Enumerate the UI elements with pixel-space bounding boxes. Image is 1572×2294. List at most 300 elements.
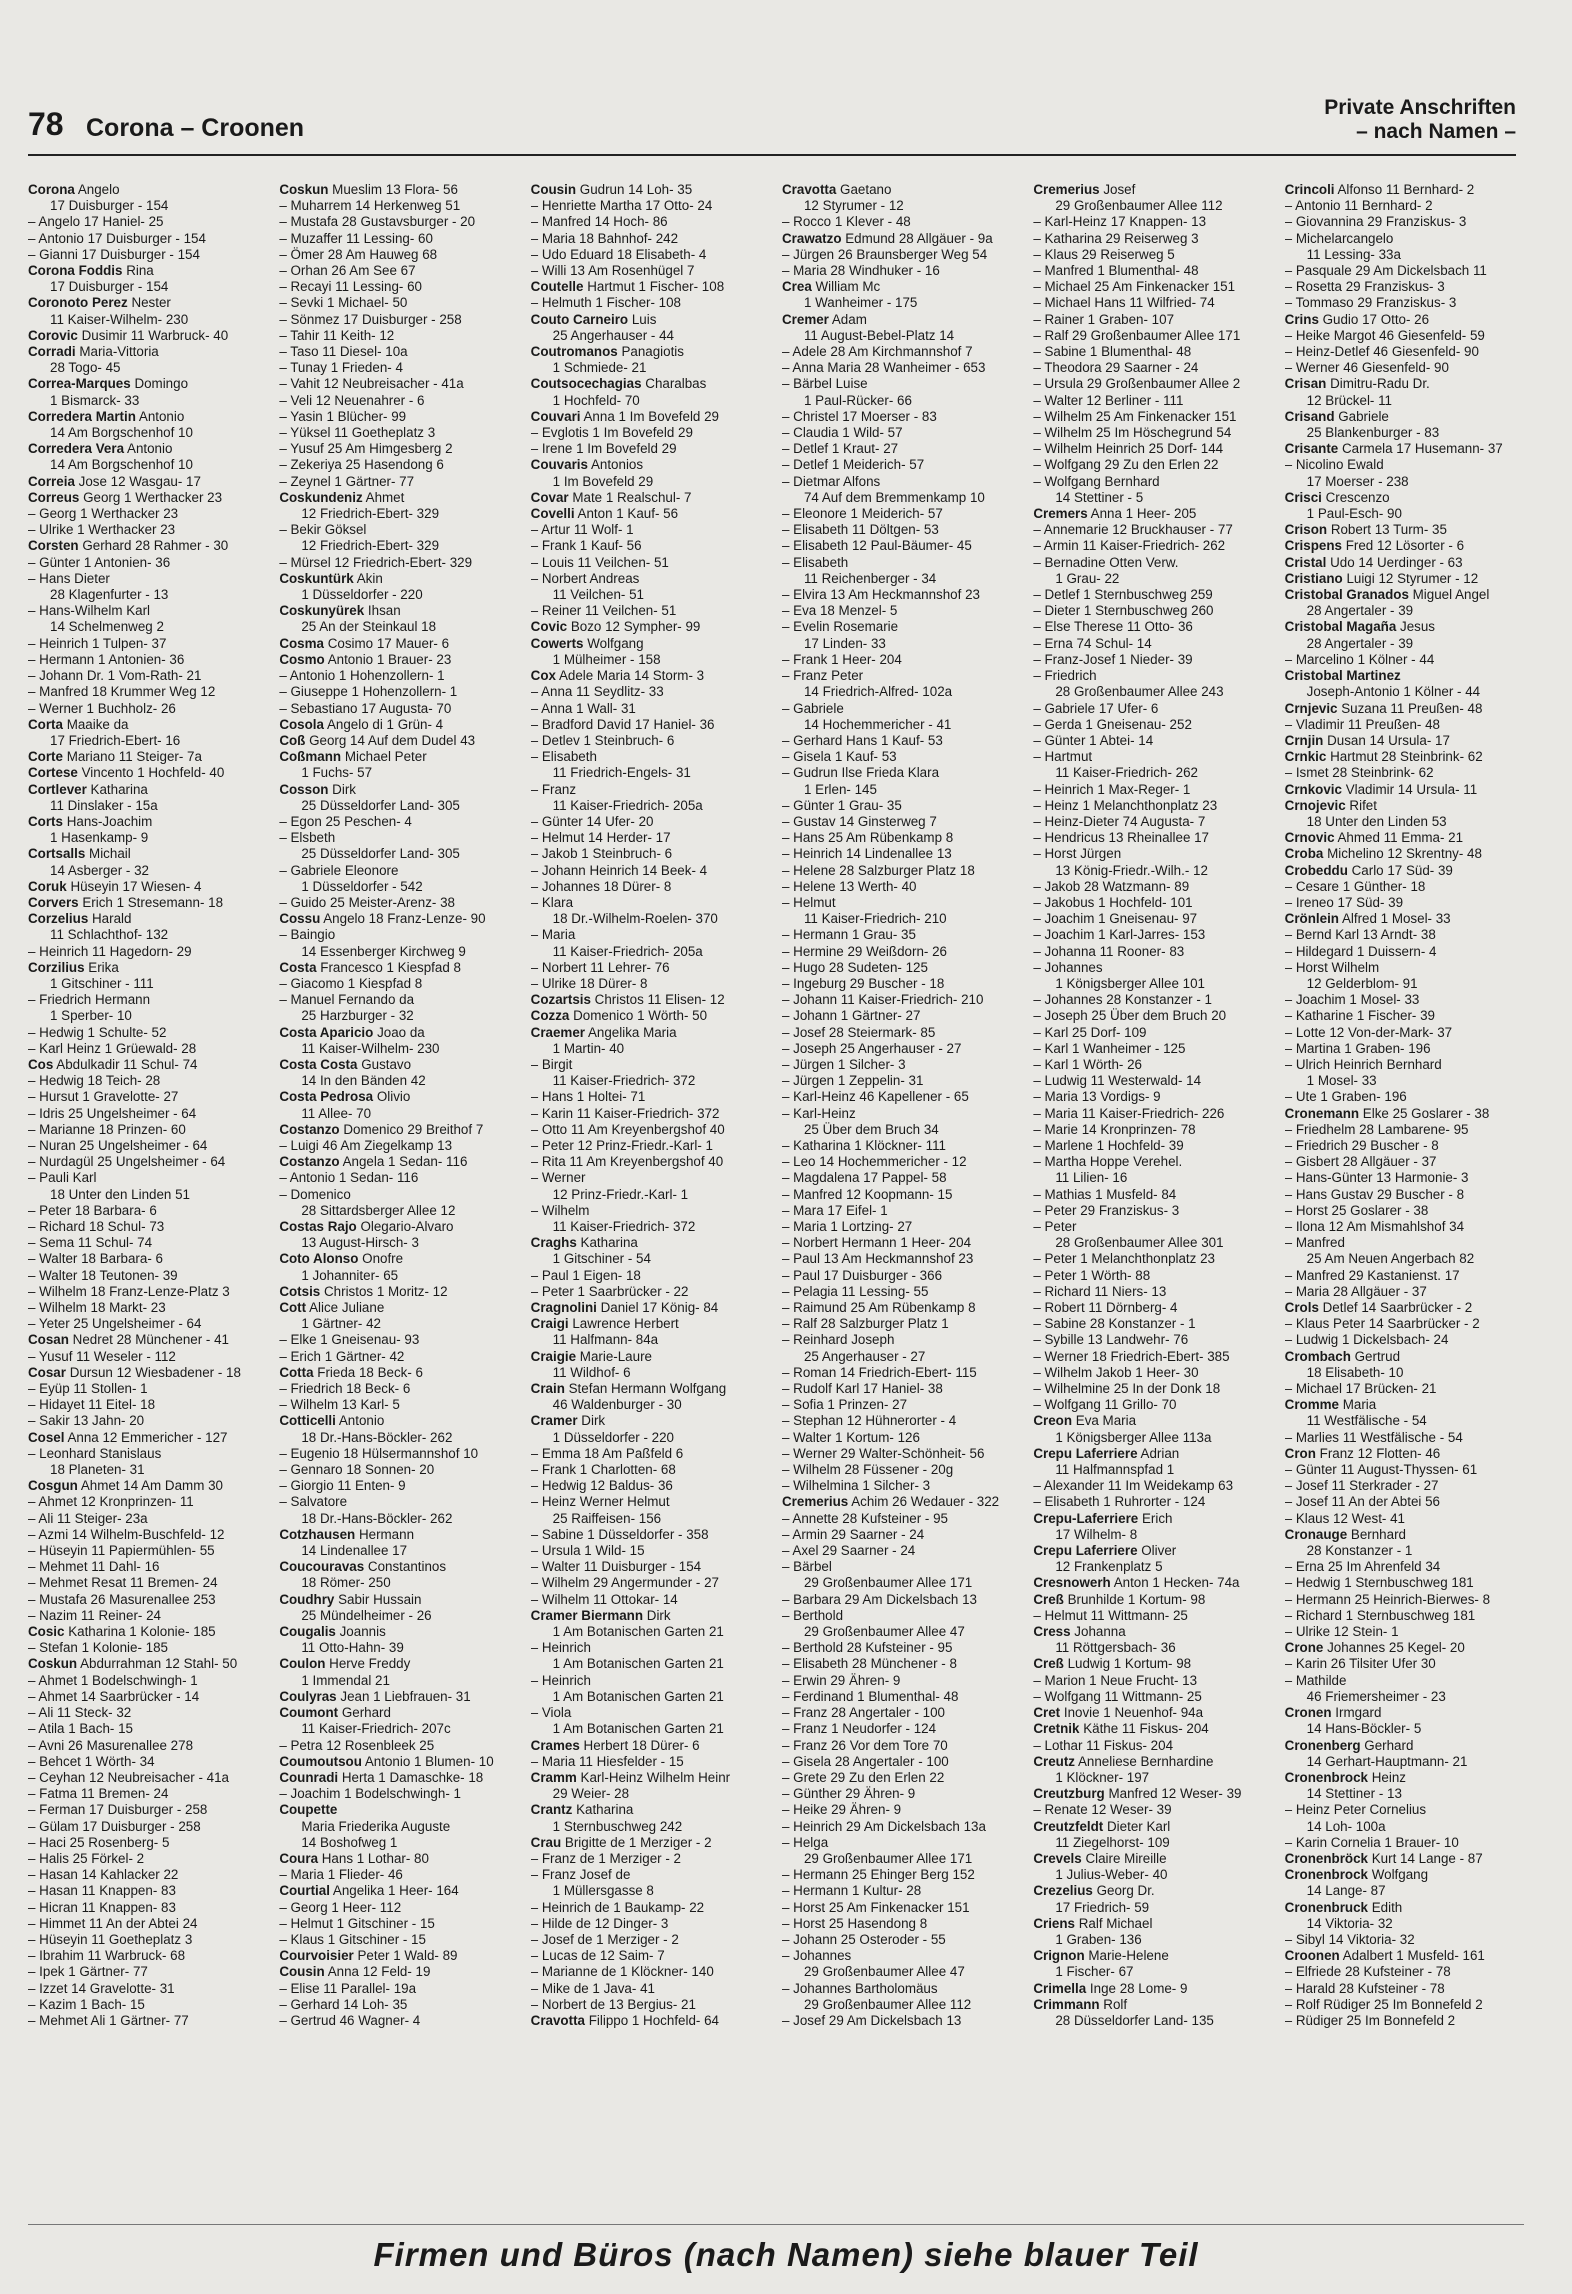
listing-entry xyxy=(28,717,267,733)
listing-entry xyxy=(279,1251,518,1267)
listing-detail: – Walter 18 Teutonen- 39 xyxy=(28,1267,178,1283)
listing-surname: Coutsocechagias xyxy=(530,376,642,392)
listing-detail: Gabriele xyxy=(1338,408,1389,424)
listing-detail: – Gudrun Ilse Frieda Klara xyxy=(781,765,940,781)
listing-entry xyxy=(782,1154,1021,1170)
listing-entry xyxy=(531,1154,770,1170)
listing-detail: – Mustafa 26 Masurenallee 253 xyxy=(28,1591,216,1607)
listing-detail: Carlo 17 Süd- 39 xyxy=(1351,862,1453,878)
listing-surname: Cristobal Magaña xyxy=(1284,619,1397,635)
listing-surname: Creutz xyxy=(1033,1753,1075,1769)
listing-detail: – Joachim 1 Bodelschwingh- 1 xyxy=(279,1786,461,1802)
listing-detail: 29 Großenbaumer Allee 47 xyxy=(803,1624,965,1640)
listing-detail: – Maria 13 Vordigs- 9 xyxy=(1033,1089,1161,1105)
listing-entry xyxy=(531,1187,770,1203)
listing-detail: Franz 12 Flotten- 46 xyxy=(1319,1445,1441,1461)
listing-entry xyxy=(531,1575,770,1591)
listing-entry xyxy=(1033,1916,1272,1932)
listing-entry xyxy=(782,1041,1021,1057)
listing-surname: Cotsis xyxy=(279,1283,321,1299)
listing-entry xyxy=(1033,344,1272,360)
listing-entry xyxy=(1033,1819,1272,1835)
listing-entry xyxy=(28,749,267,765)
listing-entry xyxy=(28,1867,267,1883)
listing-entry xyxy=(279,1154,518,1170)
listing-detail: – Joachim 1 Gneisenau- 97 xyxy=(1033,911,1198,927)
listing-entry xyxy=(279,214,518,230)
listing-entry xyxy=(279,263,518,279)
listing-entry xyxy=(279,895,518,911)
listing-surname: Cos xyxy=(28,1056,54,1072)
listing-surname: Cosmo xyxy=(279,651,325,667)
listing-detail: – Gerhard 14 Loh- 35 xyxy=(279,1996,408,2012)
listing-entry xyxy=(28,231,267,247)
listing-detail: – Mara 17 Eifel- 1 xyxy=(781,1202,888,1218)
listing-detail: – Karl-Heinz xyxy=(781,1105,856,1121)
listing-detail: – Günter 1 Grau- 35 xyxy=(781,797,902,813)
listing-entry xyxy=(782,1008,1021,1024)
listing-detail: Gaetano xyxy=(840,182,892,197)
listing-detail: – Jakob 28 Watzmann- 89 xyxy=(1033,878,1190,894)
listing-entry xyxy=(279,182,518,198)
listing-entry xyxy=(782,1851,1021,1867)
listing-entry xyxy=(1285,1057,1524,1073)
listing-entry xyxy=(279,717,518,733)
listing-detail: – Heike 29 Ähren- 9 xyxy=(781,1802,902,1818)
listing-entry xyxy=(531,1170,770,1186)
listing-entry xyxy=(28,587,267,603)
listing-entry xyxy=(531,1559,770,1575)
listing-entry xyxy=(1033,1900,1272,1916)
listing-column-2 xyxy=(279,182,518,2177)
listing-detail: – Cesare 1 Günther- 18 xyxy=(1284,878,1426,894)
listing-detail: – Stephan 12 Hühnerorter - 4 xyxy=(781,1413,957,1429)
listing-detail: – Hendricus 13 Rheinallee 17 xyxy=(1033,830,1210,846)
listing-entry xyxy=(782,717,1021,733)
listing-detail: – Rainer 1 Graben- 107 xyxy=(1033,311,1175,327)
listing-detail: 18 Planeten- 31 xyxy=(50,1462,145,1478)
listing-detail: Adalbert 1 Musfeld- 161 xyxy=(1342,1948,1485,1964)
listing-entry xyxy=(1033,1089,1272,1105)
listing-detail: – Louis 11 Veilchen- 51 xyxy=(530,554,669,570)
listing-detail: Antonio xyxy=(138,408,185,424)
listing-detail: – Johann Dr. 1 Vom-Rath- 21 xyxy=(28,668,202,684)
listing-detail: – Hasan 14 Kahlacker 22 xyxy=(28,1867,179,1883)
listing-detail: Gerhard xyxy=(341,1705,391,1721)
listing-detail: 18 Unter den Linden 51 xyxy=(50,1186,190,1202)
listing-entry xyxy=(782,1284,1021,1300)
listing-entry xyxy=(531,636,770,652)
listing-detail: – Emma 18 Am Paßfeld 6 xyxy=(530,1445,684,1461)
listing-entry xyxy=(782,571,1021,587)
listing-entry xyxy=(28,652,267,668)
listing-entry xyxy=(28,279,267,295)
listing-detail: – Salvatore xyxy=(279,1494,348,1510)
listing-entry xyxy=(1285,587,1524,603)
listing-detail: – Leonhard Stanislaus xyxy=(28,1445,162,1461)
listing-detail: – Yüksel 11 Goetheplatz 3 xyxy=(279,425,436,441)
listing-detail: – Hedwig 12 Baldus- 36 xyxy=(530,1478,673,1494)
listing-detail: – Frank 1 Heer- 204 xyxy=(781,651,902,667)
listing-entry xyxy=(531,749,770,765)
listing-entry xyxy=(1033,263,1272,279)
listing-entry xyxy=(1033,652,1272,668)
listing-entry xyxy=(782,1057,1021,1073)
listing-entry xyxy=(782,846,1021,862)
listing-entry xyxy=(279,1057,518,1073)
listing-entry xyxy=(279,1673,518,1689)
listing-detail: 18 Dr.-Hans-Böckler- 262 xyxy=(301,1429,453,1445)
listing-entry xyxy=(1285,1916,1524,1932)
listing-detail: – Wolfgang 29 Zu den Erlen 22 xyxy=(1033,457,1219,473)
listing-entry xyxy=(531,409,770,425)
listing-detail: 11 Schlachthof- 132 xyxy=(50,927,169,943)
listing-entry xyxy=(531,538,770,554)
listing-surname: Coß xyxy=(279,732,306,748)
listing-detail: – Erwin 29 Ähren- 9 xyxy=(781,1672,901,1688)
listing-entry xyxy=(1285,198,1524,214)
listing-entry xyxy=(279,1997,518,2013)
listing-detail: – Erich 1 Gärtner- 42 xyxy=(279,1348,405,1364)
listing-detail: Anneliese Bernhardine xyxy=(1077,1753,1214,1769)
listing-entry xyxy=(279,1559,518,1575)
listing-entry xyxy=(1033,1187,1272,1203)
listing-entry xyxy=(1285,1138,1524,1154)
listing-detail: – Else Therese 11 Otto- 36 xyxy=(1033,619,1193,635)
listing-detail: – Reiner 11 Veilchen- 51 xyxy=(530,603,677,619)
listing-detail: – Walter 11 Duisburger - 154 xyxy=(530,1559,702,1575)
listing-detail: – Antonio 1 Hohenzollern- 1 xyxy=(279,668,445,684)
listing-detail: – Hedwig 18 Teich- 28 xyxy=(28,1073,161,1089)
listing-detail: 29 Großenbaumer Allee 112 xyxy=(803,1996,972,2012)
listing-detail: 11 Lessing- 33a xyxy=(1306,246,1401,262)
listing-entry xyxy=(28,1041,267,1057)
listing-detail: Edith xyxy=(1371,1899,1403,1915)
listing-entry xyxy=(279,1900,518,1916)
listing-detail: – Franz Peter xyxy=(781,668,864,684)
listing-surname: Cosel xyxy=(28,1429,65,1445)
listing-entry xyxy=(782,1948,1021,1964)
listing-surname: Creutzburg xyxy=(1033,1786,1105,1802)
listing-entry xyxy=(1033,1365,1272,1381)
listing-detail: 14 Lange- 87 xyxy=(1306,1883,1386,1899)
listing-detail: Dusimir 11 Warbruck- 40 xyxy=(81,327,229,343)
listing-entry xyxy=(1033,1575,1272,1591)
listing-surname: Crison xyxy=(1284,522,1328,538)
listing-detail: – Katharine 1 Fischer- 39 xyxy=(1284,1008,1436,1024)
listing-entry xyxy=(1033,506,1272,522)
listing-surname: Crispens xyxy=(1284,538,1342,554)
listing-detail: – Hans 25 Am Rübenkamp 8 xyxy=(781,830,954,846)
listing-detail: – Peter 12 Prinz-Friedr.-Karl- 1 xyxy=(530,1137,713,1153)
listing-entry xyxy=(279,1916,518,1932)
listing-entry xyxy=(1285,765,1524,781)
listing-surname: Costa xyxy=(279,959,317,975)
listing-entry xyxy=(1285,1511,1524,1527)
listing-entry xyxy=(1033,1025,1272,1041)
listing-detail: – Walter 12 Berliner - 111 xyxy=(1033,392,1184,408)
listing-entry xyxy=(279,376,518,392)
listing-entry xyxy=(279,279,518,295)
listing-entry xyxy=(1033,1689,1272,1705)
listing-entry xyxy=(1285,1721,1524,1737)
listing-entry xyxy=(782,879,1021,895)
listing-entry xyxy=(1033,636,1272,652)
listing-detail: Antonios xyxy=(590,457,644,473)
listing-detail: – Wilhelm 25 Im Höschegrund 54 xyxy=(1033,425,1232,441)
listing-entry xyxy=(1033,1300,1272,1316)
listing-surname: Corona xyxy=(28,182,75,197)
listing-detail: 1 Müllersgasse 8 xyxy=(552,1883,654,1899)
listing-detail: – Helene 28 Salzburger Platz 18 xyxy=(781,862,975,878)
listing-entry xyxy=(279,619,518,635)
listing-entry xyxy=(1285,603,1524,619)
listing-surname: Crols xyxy=(1284,1300,1319,1316)
listing-surname: Cosola xyxy=(279,716,324,732)
listing-detail: Angelika 1 Heer- 164 xyxy=(332,1883,459,1899)
listing-detail: – Maria 28 Allgäuer - 37 xyxy=(1284,1283,1427,1299)
listing-detail: – Hans 1 Holtei- 71 xyxy=(530,1089,646,1105)
listing-surname: Coulyras xyxy=(279,1688,337,1704)
listing-detail: – Helene 13 Werth- 40 xyxy=(781,878,917,894)
listing-entry xyxy=(1285,231,1524,247)
listing-detail: – Berthold 28 Kufsteiner - 95 xyxy=(781,1640,953,1656)
listing-entry xyxy=(279,441,518,457)
listing-detail: – Atila 1 Bach- 15 xyxy=(28,1721,133,1737)
listing-entry xyxy=(1285,992,1524,1008)
listing-entry xyxy=(28,441,267,457)
listing-entry xyxy=(531,1835,770,1851)
listing-entry xyxy=(782,393,1021,409)
listing-entry xyxy=(1285,1430,1524,1446)
listing-entry xyxy=(1033,1284,1272,1300)
listing-entry xyxy=(28,1478,267,1494)
listing-entry xyxy=(531,603,770,619)
listing-entry xyxy=(28,1592,267,1608)
listing-surname: Cramer Biermann xyxy=(530,1607,644,1623)
listing-detail: – Henriette Martha 17 Otto- 24 xyxy=(530,198,713,214)
listing-entry xyxy=(1285,182,1524,198)
listing-detail: – Peter 18 Barbara- 6 xyxy=(28,1202,157,1218)
listing-entry xyxy=(531,944,770,960)
listing-detail: 13 König-Friedr.-Wilh.- 12 xyxy=(1055,862,1208,878)
listing-detail: – Bärbel Luise xyxy=(781,376,868,392)
listing-entry xyxy=(531,1867,770,1883)
listing-detail: 18 Dr.-Hans-Böckler- 262 xyxy=(301,1510,453,1526)
listing-entry xyxy=(28,879,267,895)
listing-entry xyxy=(1285,684,1524,700)
listing-surname: Cousin xyxy=(279,1964,325,1980)
listing-entry xyxy=(28,1640,267,1656)
listing-surname: Creon xyxy=(1033,1413,1073,1429)
listing-surname: Criens xyxy=(1033,1915,1076,1931)
listing-entry xyxy=(279,1932,518,1948)
listing-surname: Crisan xyxy=(1284,376,1327,392)
listing-detail: Edmund 28 Allgäuer - 9a xyxy=(845,230,993,246)
listing-detail: – Halis 25 Förkel- 2 xyxy=(28,1850,145,1866)
listing-entry xyxy=(531,1754,770,1770)
listing-detail: – Rüdiger 25 Im Bonnefeld 2 xyxy=(1284,2012,1456,2028)
listing-surname: Cronenbrock xyxy=(1284,1769,1368,1785)
listing-entry xyxy=(279,344,518,360)
listing-surname: Crawatzo xyxy=(781,230,842,246)
listing-surname: Crisante xyxy=(1284,441,1339,457)
listing-entry xyxy=(279,1219,518,1235)
listing-entry xyxy=(1033,846,1272,862)
listing-entry xyxy=(279,1073,518,1089)
listing-entry xyxy=(28,1138,267,1154)
listing-entry xyxy=(1285,1997,1524,2013)
listing-entry xyxy=(1285,1900,1524,1916)
listing-entry xyxy=(28,1802,267,1818)
listing-detail: – Heinrich xyxy=(530,1672,591,1688)
listing-entry xyxy=(28,506,267,522)
listing-entry xyxy=(1285,1981,1524,1997)
listing-entry xyxy=(531,668,770,684)
listing-detail: – Dieter 1 Sternbuschweg 260 xyxy=(1033,603,1214,619)
listing-surname: Cosic xyxy=(28,1624,65,1640)
listing-entry xyxy=(28,782,267,798)
listing-entry xyxy=(1033,441,1272,457)
listing-detail: – Maria 28 Windhuker - 16 xyxy=(781,263,940,279)
listing-entry xyxy=(28,814,267,830)
listing-detail: – Stefan 1 Kolonie- 185 xyxy=(28,1640,168,1656)
listing-detail: Anton 1 Hecken- 74a xyxy=(1113,1575,1240,1591)
listing-surname: Corvers xyxy=(28,894,79,910)
listing-detail: – Nicolino Ewald xyxy=(1284,457,1384,473)
listing-entry xyxy=(28,312,267,328)
listing-entry xyxy=(279,1089,518,1105)
listing-detail: – Sabine 28 Konstanzer - 1 xyxy=(1033,1316,1196,1332)
listing-surname: Crombach xyxy=(1284,1348,1351,1364)
listing-detail: – Armin 11 Kaiser-Friedrich- 262 xyxy=(1033,538,1226,554)
listing-detail: – Willi 13 Am Rosenhügel 7 xyxy=(530,263,695,279)
listing-detail: – Armin 29 Saarner - 24 xyxy=(781,1526,925,1542)
listing-entry xyxy=(1033,522,1272,538)
listing-entry xyxy=(782,1365,1021,1381)
listing-detail: 14 Am Borgschenhof 10 xyxy=(50,457,193,473)
listing-detail: Anna 1 Heer- 205 xyxy=(1090,506,1197,522)
listing-detail: – Sakir 13 Jahn- 20 xyxy=(28,1413,145,1429)
listing-entry xyxy=(1285,1300,1524,1316)
listing-detail: – Elisabeth xyxy=(781,554,849,570)
listing-surname: Cousin xyxy=(530,182,577,197)
listing-entry xyxy=(28,393,267,409)
listing-surname: Crincoli xyxy=(1284,182,1335,197)
listing-detail: Antonio xyxy=(338,1413,385,1429)
listing-detail: – Annemarie 12 Bruckhauser - 77 xyxy=(1033,522,1233,538)
listing-detail: – Richard 1 Sternbuschweg 181 xyxy=(1284,1607,1476,1623)
listing-detail: 1 Fuchs- 57 xyxy=(301,765,373,781)
listing-detail: – Richard 11 Niers- 13 xyxy=(1033,1283,1167,1299)
listing-detail: Luigi 12 Styrumer - 12 xyxy=(1346,570,1479,586)
listing-entry xyxy=(1285,1656,1524,1672)
listing-entry xyxy=(279,1835,518,1851)
listing-entry xyxy=(1285,636,1524,652)
listing-entry xyxy=(782,328,1021,344)
listing-detail: – Joseph 25 Über dem Bruch 20 xyxy=(1033,1008,1227,1024)
listing-detail: – Hugo 28 Sudeten- 125 xyxy=(781,959,928,975)
listing-entry xyxy=(1285,1332,1524,1348)
listing-entry xyxy=(1033,944,1272,960)
listing-entry xyxy=(279,830,518,846)
listing-entry xyxy=(531,1592,770,1608)
listing-detail: – Eleonore 1 Meiderich- 57 xyxy=(781,506,943,522)
listing-entry xyxy=(531,360,770,376)
listing-detail: 11 August-Bebel-Platz 14 xyxy=(803,327,955,343)
listing-detail: 11 Halfmannspfad 1 xyxy=(1055,1462,1175,1478)
listing-entry xyxy=(1285,1770,1524,1786)
listing-entry xyxy=(782,782,1021,798)
listing-detail: 1 Düsseldorfer - 220 xyxy=(552,1429,674,1445)
listing-entry xyxy=(782,182,1021,198)
listing-detail: 1 Düsseldorfer - 220 xyxy=(301,587,423,603)
listing-surname: Crone xyxy=(1284,1640,1324,1656)
listing-detail: – Hidayet 11 Eitel- 18 xyxy=(28,1397,156,1413)
listing-detail: Gustavo xyxy=(361,1056,412,1072)
listing-entry xyxy=(782,733,1021,749)
listing-detail: – Hermann 1 Antonien- 36 xyxy=(28,651,185,667)
listing-entry xyxy=(279,1624,518,1640)
listing-entry xyxy=(782,1900,1021,1916)
listing-detail: 25 An der Steinkaul 18 xyxy=(301,619,437,635)
listing-entry xyxy=(1033,1268,1272,1284)
listing-detail: – Heinrich xyxy=(530,1640,591,1656)
listing-detail: – Fatma 11 Bremen- 24 xyxy=(28,1786,169,1802)
listing-entry xyxy=(28,457,267,473)
listing-entry xyxy=(279,571,518,587)
listing-entry xyxy=(531,1997,770,2013)
listing-detail: – Elisabeth 28 Münchener - 8 xyxy=(781,1656,957,1672)
listing-entry xyxy=(28,733,267,749)
listing-detail: – Behcet 1 Wörth- 34 xyxy=(28,1753,155,1769)
listing-detail: Alice Juliane xyxy=(309,1300,385,1316)
listing-detail: Georg 14 Auf dem Dudel 43 xyxy=(309,732,476,748)
listing-entry xyxy=(279,1235,518,1251)
listing-entry xyxy=(1285,863,1524,879)
listing-detail: – Zekeriya 25 Hasendong 6 xyxy=(279,457,444,473)
listing-entry xyxy=(782,1624,1021,1640)
listing-entry xyxy=(28,182,267,198)
listing-detail: – Hermann 25 Ehinger Berg 152 xyxy=(781,1867,975,1883)
listing-entry xyxy=(279,587,518,603)
listing-detail: Angelo xyxy=(77,182,120,197)
listing-detail: 17 Friedrich-Ebert- 16 xyxy=(50,732,181,748)
listing-surname: Covar xyxy=(530,489,569,505)
listing-detail: 18 Unter den Linden 53 xyxy=(1306,813,1447,829)
listing-entry xyxy=(531,1900,770,1916)
listing-detail: Olegario-Alvaro xyxy=(360,1219,454,1234)
listing-detail: Michelino 12 Skrentny- 48 xyxy=(1327,846,1482,862)
listing-entry xyxy=(1033,992,1272,1008)
listing-detail: – Karl 1 Wanheimer - 125 xyxy=(1033,1040,1186,1056)
listing-entry xyxy=(782,960,1021,976)
listing-surname: Couto Carneiro xyxy=(530,311,629,327)
listing-detail: – Friedrich 29 Buscher - 8 xyxy=(1284,1137,1439,1153)
listing-detail: – Heike Margot 46 Giesenfeld- 59 xyxy=(1284,327,1485,343)
listing-detail: – Peter 29 Franziskus- 3 xyxy=(1033,1202,1180,1218)
listing-entry xyxy=(28,409,267,425)
listing-entry xyxy=(531,522,770,538)
listing-detail: – Christel 17 Moerser - 83 xyxy=(781,408,937,424)
listing-surname: Cotzhausen xyxy=(279,1526,356,1542)
listing-detail: Katharina xyxy=(576,1802,634,1818)
listing-detail: – Axel 29 Saarner - 24 xyxy=(781,1543,916,1559)
listing-detail: Erich xyxy=(1142,1510,1173,1526)
listing-detail: 14 Loh- 100a xyxy=(1306,1818,1386,1834)
listing-detail: 17 Duisburger - 154 xyxy=(50,279,169,295)
listing-entry xyxy=(1285,1203,1524,1219)
